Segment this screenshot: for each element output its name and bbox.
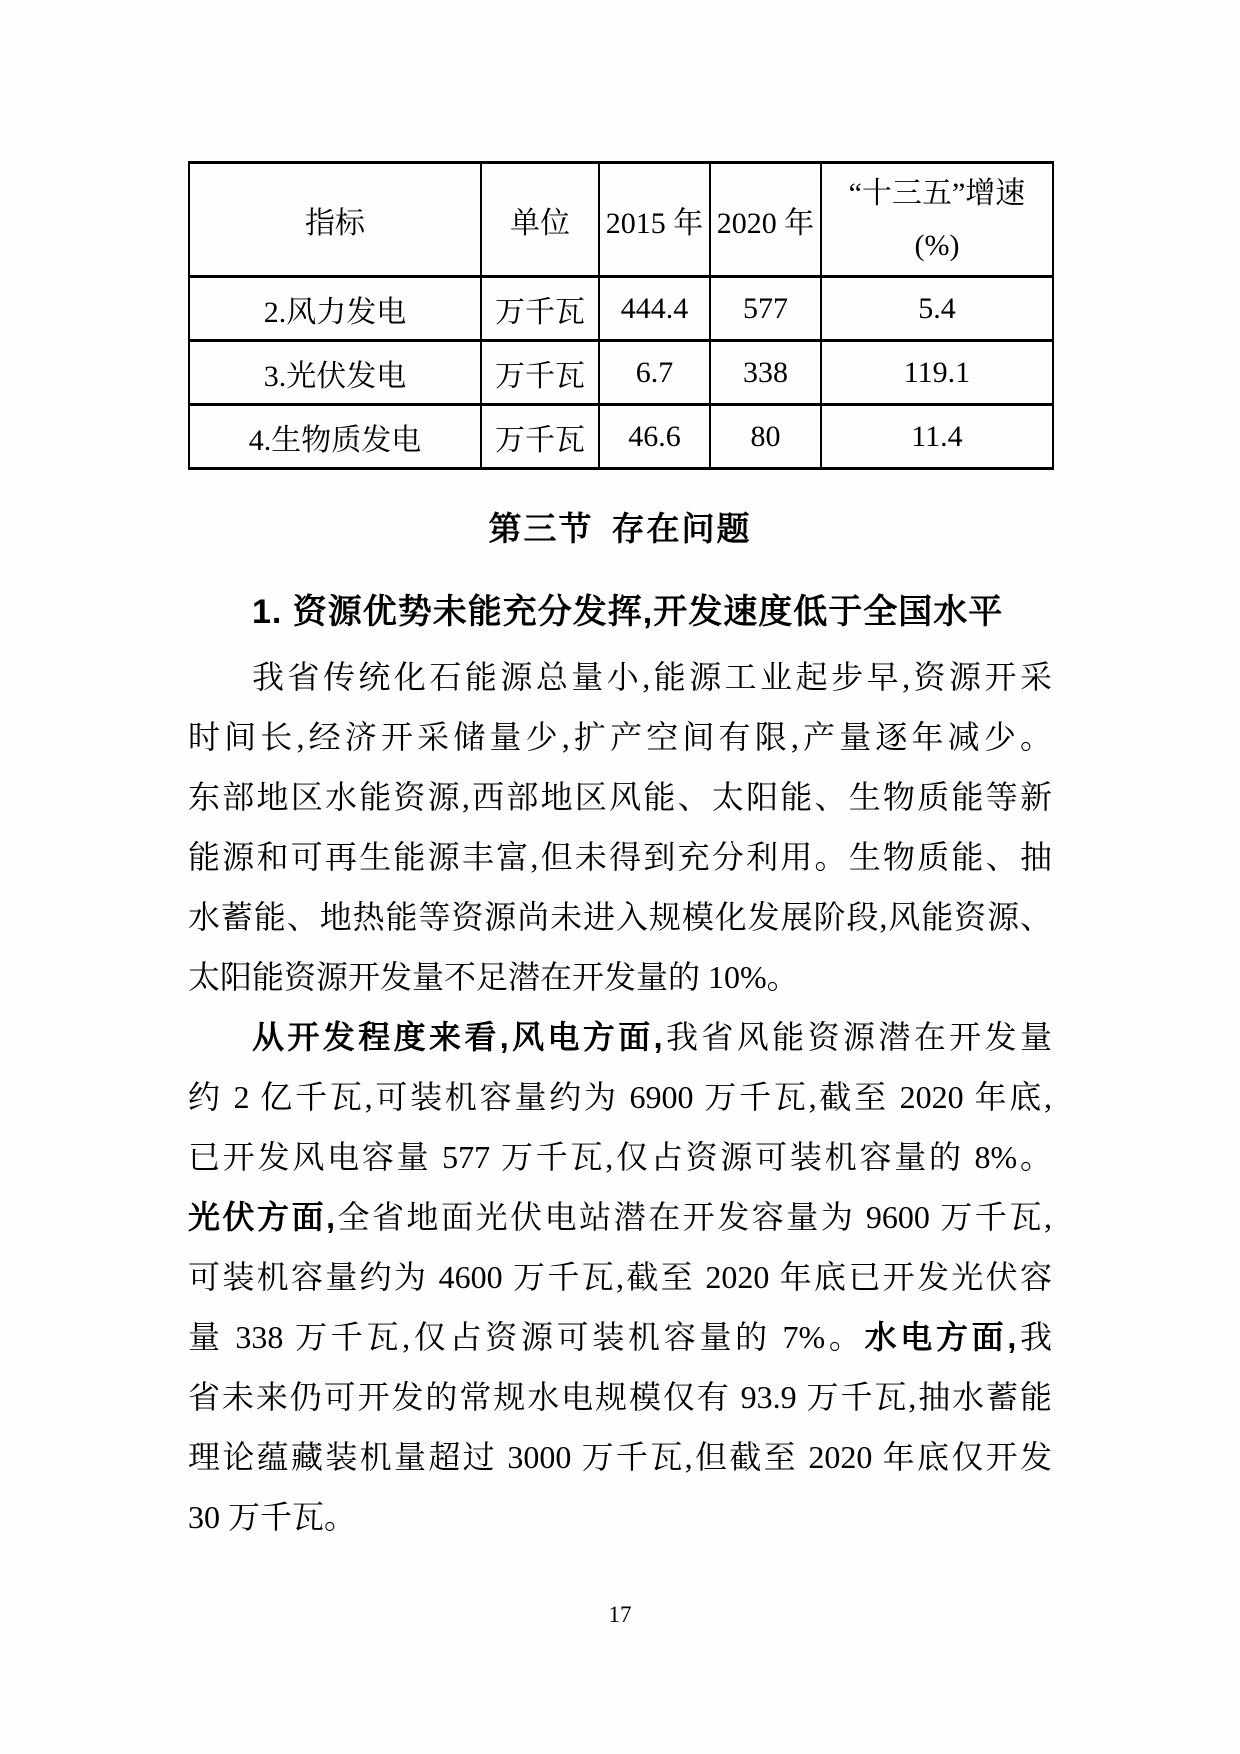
- text-segment: 约 2 亿千瓦,可装机容量约为 6900 万千瓦,截至 2020 年底,: [188, 1079, 1052, 1115]
- text-segment: 全省地面光伏电站潜在开发容量为 9600 万千瓦,: [334, 1199, 1052, 1235]
- cell-indicator: 2.风力发电: [189, 277, 481, 341]
- text-segment: 东部地区水能资源,西部地区风能、太阳能、生物质能等新: [188, 779, 1052, 815]
- text-line: [188, 1427, 1052, 1487]
- cell-2020: 338: [710, 341, 821, 405]
- text-segment: 太阳能资源开发量不足潜在开发量的 10%。: [188, 959, 799, 995]
- cell-indicator: 3.光伏发电: [189, 341, 481, 405]
- table-row: [189, 405, 1053, 469]
- text-line: [188, 1007, 1052, 1067]
- text-line: [188, 947, 1052, 1007]
- body-text: [188, 647, 1052, 1547]
- cell-unit: 万千瓦: [481, 277, 599, 341]
- text-segment-bold: 光伏方面,: [188, 1199, 335, 1235]
- header-growth: [821, 163, 1053, 277]
- page-number: 17: [608, 1602, 632, 1627]
- cell-growth: 5.4: [821, 277, 1053, 341]
- text-segment: 已开发风电容量 577 万千瓦,仅占资源可装机容量的 8%。: [188, 1139, 1052, 1175]
- text-segment: 30 万千瓦。: [188, 1499, 357, 1535]
- text-segment: 省未来仍可开发的常规水电规模仅有 93.9 万千瓦,抽水蓄能: [188, 1379, 1052, 1415]
- cell-2015: 6.7: [599, 341, 710, 405]
- section-name: 存在问题: [611, 512, 752, 548]
- text-line: [188, 767, 1052, 827]
- cell-growth: 11.4: [821, 405, 1053, 469]
- text-line: [188, 1187, 1052, 1247]
- text-segment: 我省风能资源潜在开发量: [662, 1019, 1052, 1055]
- numbered-heading: 1. 资源优势未能充分发挥,开发速度低于全国水平: [252, 593, 1004, 631]
- cell-2020: 577: [710, 277, 821, 341]
- text-segment-bold: 从开发程度来看,风电方面,: [252, 1019, 663, 1055]
- text-segment: 我: [1016, 1319, 1052, 1355]
- header-2020: 2020 年: [710, 163, 821, 277]
- text-segment: 水蓄能、地热能等资源尚未进入规模化发展阶段,风能资源、: [188, 899, 1052, 935]
- table-header-row: [189, 163, 1053, 277]
- text-segment: 量 338 万千瓦,仅占资源可装机容量的 7%。: [188, 1319, 865, 1355]
- text-segment: 理论蕴藏装机量超过 3000 万千瓦,但截至 2020 年底仅开发: [188, 1439, 1052, 1475]
- cell-unit: 万千瓦: [481, 405, 599, 469]
- cell-2020: 80: [710, 405, 821, 469]
- text-segment: 能源和可再生能源丰富,但未得到充分利用。生物质能、抽: [188, 839, 1052, 875]
- header-indicator: 指标: [189, 163, 481, 277]
- text-line: [188, 647, 1052, 707]
- cell-indicator: 4.生物质发电: [189, 405, 481, 469]
- text-line: [188, 1367, 1052, 1427]
- section-number: 第三节: [488, 512, 594, 548]
- cell-2015: 46.6: [599, 405, 710, 469]
- text-segment: 可装机容量约为 4600 万千瓦,截至 2020 年底已开发光伏容: [188, 1259, 1052, 1295]
- text-line: [188, 1487, 1052, 1547]
- text-line: [188, 707, 1052, 767]
- header-growth-line1: “十三五”增速: [848, 176, 1026, 210]
- text-segment-bold: 水电方面,: [864, 1319, 1017, 1355]
- table-row: [189, 341, 1053, 405]
- header-2015: 2015 年: [599, 163, 710, 277]
- table-row: [189, 277, 1053, 341]
- text-line: [188, 887, 1052, 947]
- header-unit: 单位: [481, 163, 599, 277]
- text-line: [188, 1127, 1052, 1187]
- cell-growth: 119.1: [821, 341, 1053, 405]
- text-line: [188, 1067, 1052, 1127]
- text-line: [188, 1307, 1052, 1367]
- stats-table: [188, 161, 1054, 470]
- text-segment: 我省传统化石能源总量小,能源工业起步早,资源开采: [252, 659, 1052, 695]
- cell-2015: 444.4: [599, 277, 710, 341]
- cell-unit: 万千瓦: [481, 341, 599, 405]
- header-growth-line2: (%): [914, 228, 960, 262]
- section-title: [188, 500, 1052, 560]
- text-line: [188, 1247, 1052, 1307]
- text-segment: 时间长,经济开采储量少,扩产空间有限,产量逐年减少。: [188, 719, 1052, 755]
- text-line: [188, 827, 1052, 887]
